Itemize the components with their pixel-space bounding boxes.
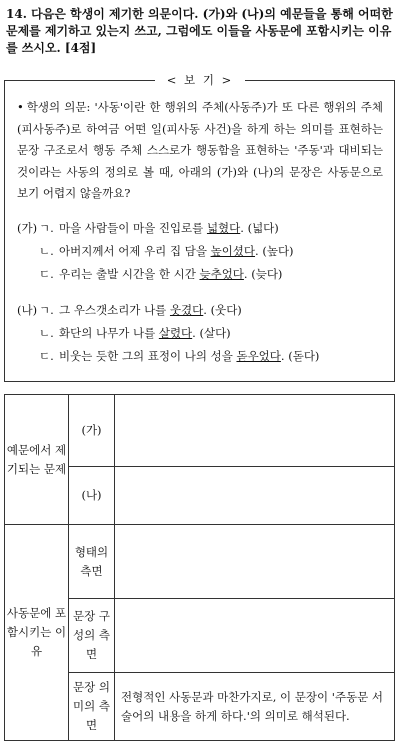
example-na-3 xyxy=(17,345,387,368)
example-group-tag: (가) xyxy=(17,221,38,235)
structure-answer-area[interactable] xyxy=(115,599,395,673)
example-base-form: . (살다) xyxy=(192,326,231,340)
example-marker: ㄴ. xyxy=(39,244,54,258)
example-marker: ㄴ. xyxy=(39,326,54,340)
morphology-label: 형태의 측면 xyxy=(69,525,115,599)
example-ga-1 xyxy=(17,217,387,240)
example-underlined-verb: 돋우었다 xyxy=(236,349,281,363)
example-text: 화단의 나무가 나를 xyxy=(59,326,159,340)
na-answer-area[interactable] xyxy=(115,467,395,525)
example-base-form: . (넓다) xyxy=(240,221,279,235)
example-group-na xyxy=(17,299,387,368)
example-group-ga xyxy=(17,217,387,286)
bullet-icon: • xyxy=(17,100,24,114)
example-underlined-verb: 웃겼다 xyxy=(169,303,204,317)
example-text: 우리는 출발 시간을 한 시간 xyxy=(59,267,200,281)
example-text: 아버지께서 어제 우리 집 담을 xyxy=(59,244,211,258)
meaning-label: 문장 의미의 측면 xyxy=(69,673,115,741)
example-marker: ㄷ. xyxy=(39,267,54,281)
student-opinion xyxy=(17,97,383,205)
structure-label: 문장 구성의 측면 xyxy=(69,599,115,673)
example-group-tag: (나) xyxy=(17,303,38,317)
example-underlined-verb: 살렸다 xyxy=(158,326,193,340)
example-marker: ㄱ. xyxy=(39,303,54,317)
example-base-form: . (높다) xyxy=(255,244,294,258)
example-base-form: . (늦다) xyxy=(243,267,283,281)
question-stem xyxy=(6,6,398,57)
reason-header: 사동문에 포함시키는 이유 xyxy=(5,525,69,741)
example-base-form: . (돋다) xyxy=(280,349,320,363)
example-na-1 xyxy=(17,299,387,322)
example-ga-3 xyxy=(17,263,387,286)
example-na-2 xyxy=(17,322,387,345)
question-number: 14. xyxy=(6,7,27,21)
example-ga-2 xyxy=(17,240,387,263)
opinion-text: 학생의 의문: '사동'이란 한 행위의 주체(사동주)가 또 다른 행위의 주체(피사동주)로 하여금 어떤 일(피사동 사건)을 하게 하는 의미를 표현하는 문장 구조로서 행동 주체 스스로가 행동함을 표현하는 '주동'과 대비되는 것이라는 사동의 정의로 볼 때, 아래의 (가)와 (나)의 문장은 사동문으로 보기 어렵지 않을까요? xyxy=(17,100,383,200)
example-base-form: . (웃다) xyxy=(203,303,242,317)
example-underlined-verb: 늦추었다 xyxy=(199,267,244,281)
example-text: 마을 사람들이 마을 진입로를 xyxy=(59,221,207,235)
ga-label: (가) xyxy=(69,395,115,467)
example-text: 그 우스갯소리가 나를 xyxy=(59,303,170,317)
morphology-answer-area[interactable] xyxy=(115,525,395,599)
bogi-title: < 보 기 > xyxy=(155,72,245,88)
bogi-box xyxy=(4,73,395,382)
answer-table xyxy=(4,394,395,741)
ga-answer-area[interactable] xyxy=(115,395,395,467)
example-underlined-verb: 높이셨다 xyxy=(210,244,256,258)
example-underlined-verb: 넓혔다 xyxy=(206,221,241,235)
meaning-answer: 전형적인 사동문과 마찬가지로, 이 문장이 '주동문 서술어의 내용을 하게 하다.'의 의미로 해석된다. xyxy=(115,673,395,741)
problem-header: 예문에서 제기되는 문제 xyxy=(5,395,69,525)
example-text: 비웃는 듯한 그의 표정이 나의 성을 xyxy=(59,349,237,363)
example-marker: ㄱ. xyxy=(39,221,54,235)
example-marker: ㄷ. xyxy=(39,349,54,363)
question-text: 다음은 학생이 제기한 의문이다. (가)와 (나)의 예문들을 통해 어떠한 문제를 제기하고 있는지 쓰고, 그럼에도 이들을 사동문에 포함시키는 이유를 쓰시오. [4점] xyxy=(6,7,393,55)
na-label: (나) xyxy=(69,467,115,525)
